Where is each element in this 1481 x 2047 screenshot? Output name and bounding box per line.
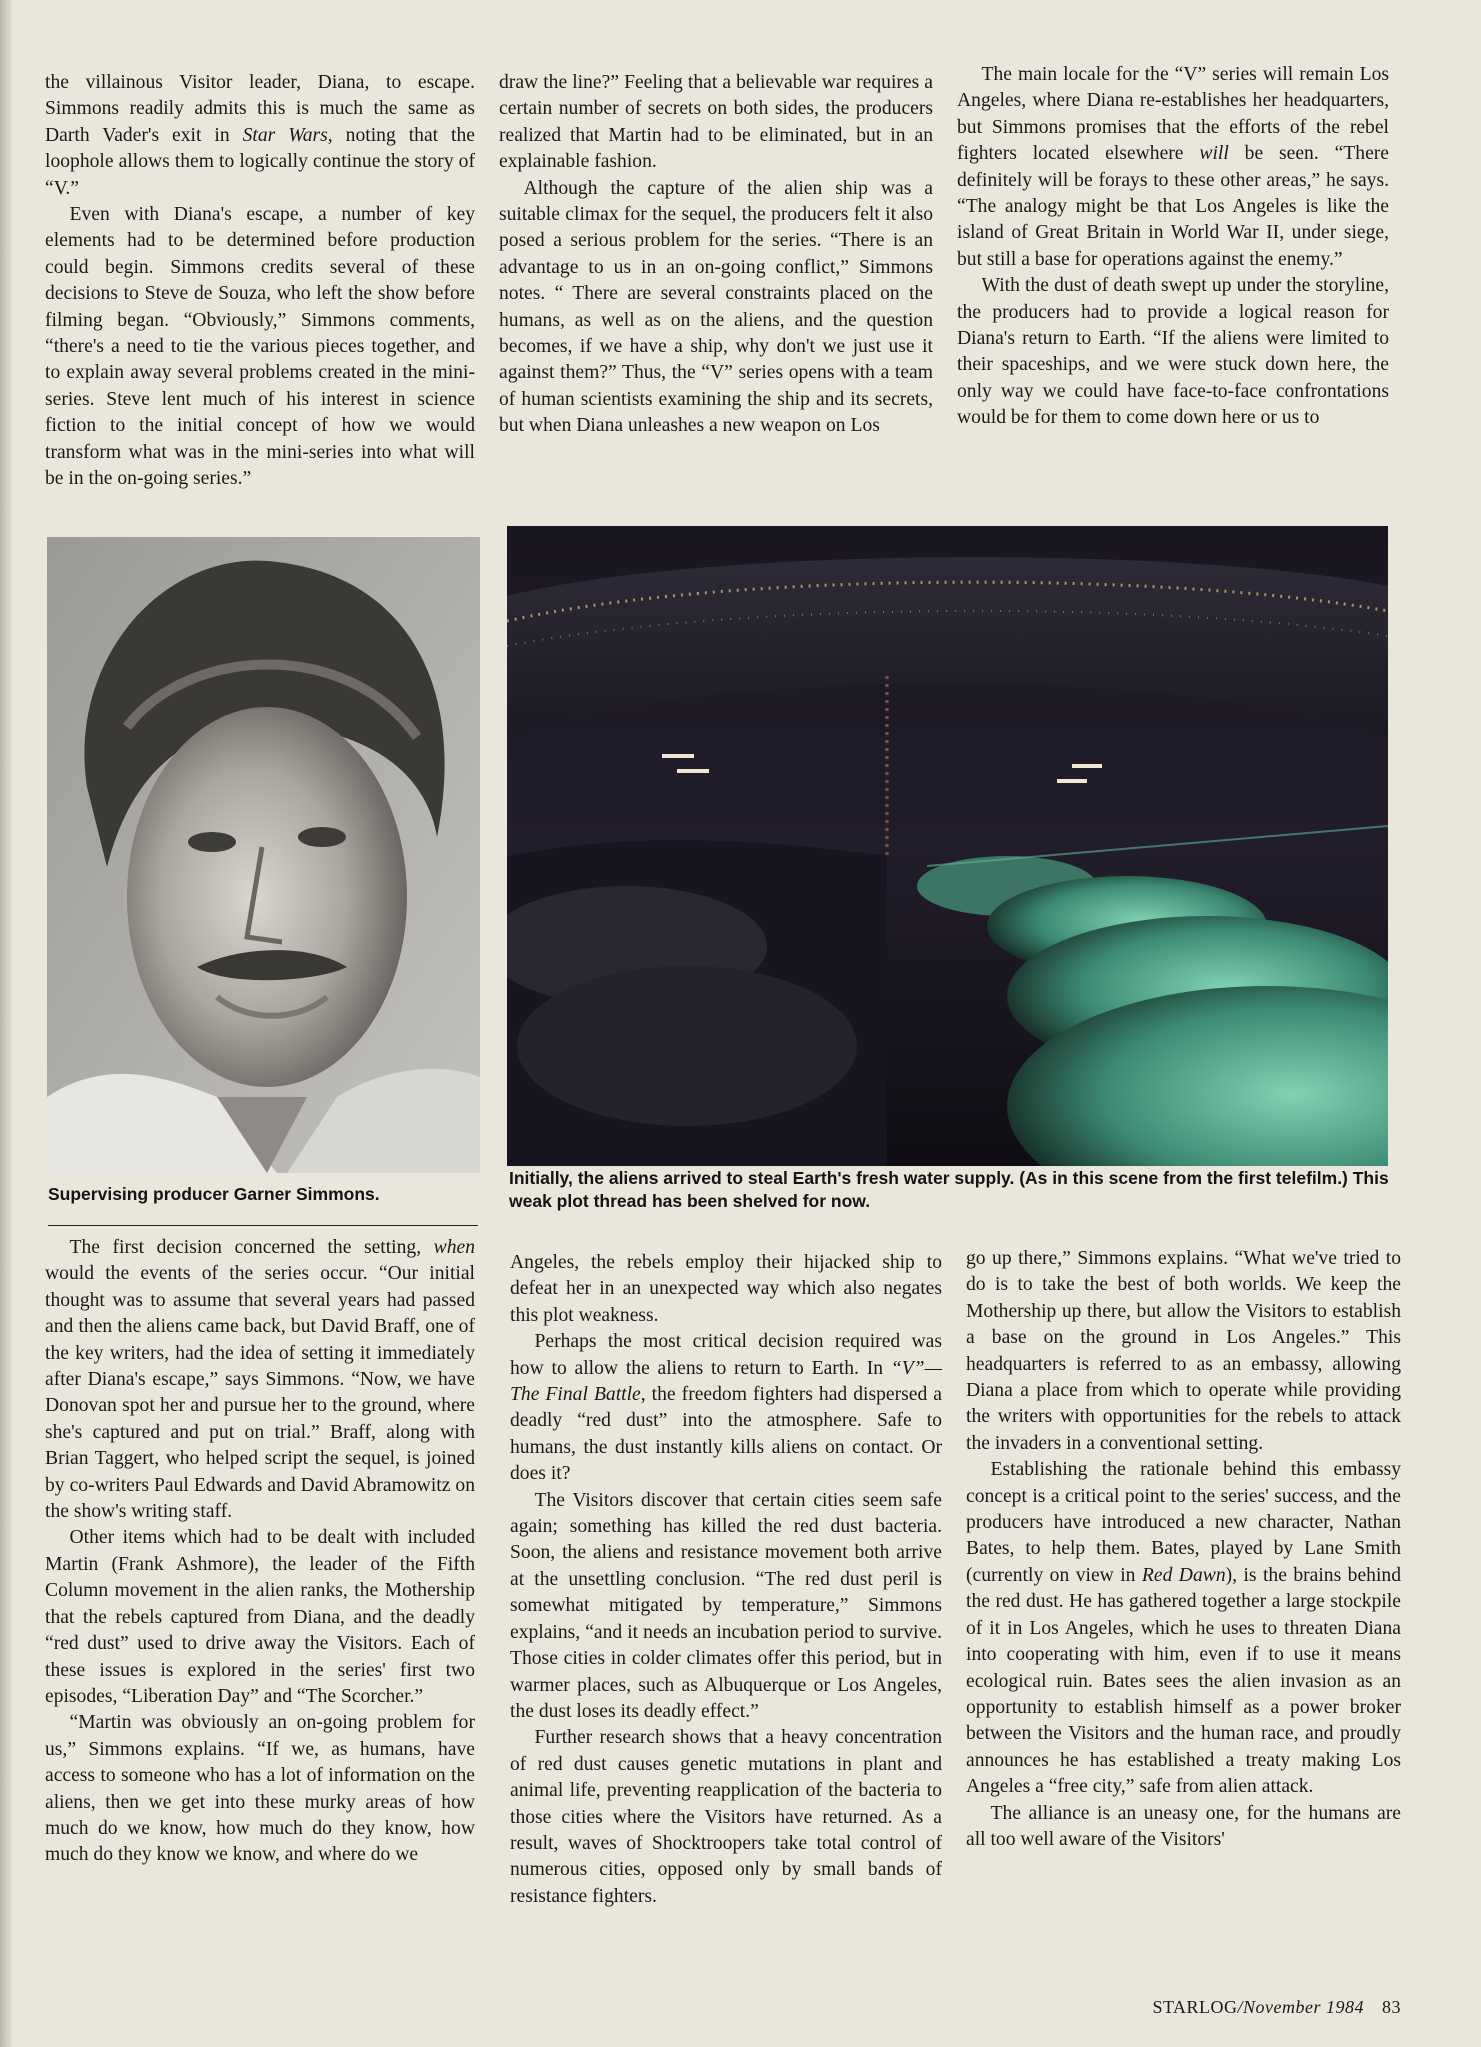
italic-text: “V”—The Final Battle: [510, 1357, 942, 1406]
paragraph: [45, 202, 475, 492]
paragraph-text: go up there,” Simmons explains. “What we've tried to do is to take the best of both worlds. We keep the Mothership up there, but allow the Visitors to establish a base on the ground in Los Angeles.” This headquarters is referred to as an embassy, allowing Diana a place from which to operate while providing the writers with opportunities for the rebels to attack the invaders in a conventional setting.: [966, 1248, 1401, 1454]
paragraph: [45, 1525, 475, 1710]
spaceship-caption: Initially, the aliens arrived to steal Earth's fresh water supply. (As in this scene from the first telefilm.) This weak plot thread has been shelved for now.: [509, 1168, 1389, 1211]
paragraph-text: Establishing the rationale behind this embassy concept is a critical point to the series' success, and the producers have introduced a new character, Nathan Bates, to help them. Bates, played by Lane Smith (currently on view in: [966, 1459, 1401, 1586]
paragraph-text: Angeles, the rebels employ their hijacked ship to defeat her in an unexpected way which also negates this plot weakness.: [510, 1252, 942, 1326]
paragraph-text: be seen. “There definitely will be forays to these other areas,” he says. “The analogy might be that Los Angeles is like the island of Great Britain in World War II, under siege, but still a base for operations against the enemy.”: [957, 143, 1389, 270]
spaceship-scene-photo: [507, 526, 1388, 1166]
page-number: 83: [1382, 1997, 1401, 2017]
paragraph-text: Perhaps the most critical decision required was how to allow the aliens to return to Earth. In: [510, 1331, 942, 1379]
caption-divider: [48, 1225, 478, 1226]
paragraph: [510, 1250, 942, 1329]
page-spine-shadow: [0, 0, 14, 2047]
paragraph: [499, 70, 933, 176]
column-3-top: [957, 62, 1389, 432]
portrait-caption: Supervising producer Garner Simmons.: [48, 1184, 380, 1204]
paragraph-text: Further research shows that a heavy concentration of red dust causes genetic mutations in plant and animal life, preventing reapplication of the bacteria to those cities where the Visitors have returned. As a result, waves of Shocktroopers take total control of numerous cities, opposed only by small bands of resistance fighters.: [510, 1727, 942, 1907]
column-1-top: [45, 70, 475, 493]
column-3-bottom: [966, 1246, 1401, 1853]
italic-text: Red Dawn: [1141, 1564, 1226, 1586]
paragraph-text: The Visitors discover that certain cities seem safe again; something has killed the red dust bacteria. Soon, the aliens and resistance movement both arrive at the unsettling conclusion. “The red dust peril is somewhat mitigated by temperature,” Simmons explains, “and it needs an incubation period to survive. Those cities in colder climates offer this period, but in warmer places, such as Albuquerque or Los Angeles, the dust loses its deadly effect.”: [510, 1489, 942, 1722]
paragraph: [966, 1457, 1401, 1800]
column-1-bottom: [45, 1235, 475, 1869]
paragraph-text: ), is the brains behind the red dust. He has gathered together a large stockpile of it in Los Angeles, which he uses to threaten Diana into cooperating with him, even if to use it means ecological ruin. Bates sees the alien invasion as an opportunity to establish himself as a power broker between the Visitors and the human race, and proudly announces he has established a treaty making Los Angeles a “free city,” safe from alien attack.: [966, 1564, 1401, 1798]
paragraph: [966, 1246, 1401, 1457]
paragraph-text: , noting that the loophole allows them to logically continue the story of “V.”: [45, 124, 475, 199]
paragraph-text: With the dust of death swept up under the storyline, the producers had to provide a logical reason for Diana's return to Earth. “If the aliens were limited to their spaceships, and we were stuck down here, the only way we could have face-to-face confrontations would be for them to come down here or us to: [957, 275, 1389, 429]
paragraph: [957, 62, 1389, 273]
paragraph-text: Other items which had to be dealt with included Martin (Frank Ashmore), the leader of the Fifth Column movement in the alien ranks, the Mothership that the rebels captured from Diana, and the deadly “red dust” used to drive away the Visitors. Each of these issues is explored in the series' first two episodes, “Liberation Day” and “The Scorcher.”: [45, 1527, 475, 1707]
paragraph: [510, 1488, 942, 1726]
magazine-name: STARLOG: [1152, 1997, 1238, 2017]
paragraph: [499, 176, 933, 440]
paragraph: [45, 1235, 475, 1525]
paragraph-text: “Martin was obviously an on-going problem for us,” Simmons explains. “If we, as humans, have access to someone who has a lot of information on the aliens, then we get into these murky areas of how much do we know, how much do they know, how much do they know we know, and where do we: [45, 1712, 475, 1866]
italic-text: when: [433, 1237, 475, 1258]
paragraph-text: The main locale for the “V” series will remain Los Angeles, where Diana re-establishes her headquarters, but Simmons promises that the efforts of the rebel fighters located elsewhere: [957, 64, 1389, 165]
paragraph-text: The alliance is an uneasy one, for the humans are all too well aware of the Visitors': [966, 1802, 1401, 1850]
column-2-top: [499, 70, 933, 440]
italic-text: will: [1199, 143, 1229, 165]
paragraph: [510, 1725, 942, 1910]
paragraph-text: Although the capture of the alien ship was a suitable climax for the sequel, the producers felt it also posed a serious problem for the series. “There is an advantage to us in an on-going conflict,” Simmons notes. “ There are several constraints placed on the humans, as well as on the aliens, and the question becomes, if we have a ship, why don't we just use it against them?” Thus, the “V” series opens with a team of human scientists examining the ship and its secrets, but when Diana unleashes a new weapon on Los: [499, 177, 933, 437]
paragraph-text: would the events of the series occur. “Our initial thought was to assume that several years had passed and then the aliens came back, but David Braff, one of the key writers, had the idea of setting it immediately after Diana's escape,” says Simmons. “Now, we have Donovan spot her and pursue her to the ground, where she's captured and put on trial.” Braff, along with Brian Taggert, who helped script the sequel, is joined by co-writers Paul Edwards and David Abramowitz on the show's writing staff.: [45, 1263, 475, 1523]
paragraph-text: The first decision concerned the setting,: [69, 1237, 434, 1258]
page-footer: [1152, 1997, 1401, 2018]
paragraph: [966, 1801, 1401, 1854]
paragraph-text: Even with Diana's escape, a number of key elements had to be determined before production could begin. Simmons credits several of these decisions to Steve de Souza, who left the show before filming began. “Obviously,” Simmons comments, “there's a need to tie the various pieces together, and to explain away several problems created in the mini-series. Steve lent much of his interest in science fiction to the initial concept of how we would transform what was in the mini-series into what will be in the on-going series.”: [45, 204, 475, 490]
portrait-photo: [47, 537, 480, 1173]
paragraph-text: , the freedom fighters had dispersed a deadly “red dust” into the atmosphere. Safe to humans, the dust instantly kills aliens on contact. Or does it?: [510, 1384, 942, 1485]
paragraph: [510, 1329, 942, 1487]
paragraph-text: draw the line?” Feeling that a believable war requires a certain number of secrets on both sides, the producers realized that Martin had to be eliminated, but in an explainable fashion.: [499, 72, 933, 173]
issue-date: /November 1984: [1237, 1997, 1364, 2017]
paragraph: [45, 1710, 475, 1868]
paragraph: [45, 70, 475, 202]
italic-text: Star Wars: [242, 124, 328, 146]
paragraph: [957, 273, 1389, 431]
paragraph-text: the villainous Visitor leader, Diana, to escape. Simmons readily admits this is much the same as Darth Vader's exit in: [45, 72, 475, 146]
column-2-bottom: [510, 1250, 942, 1910]
